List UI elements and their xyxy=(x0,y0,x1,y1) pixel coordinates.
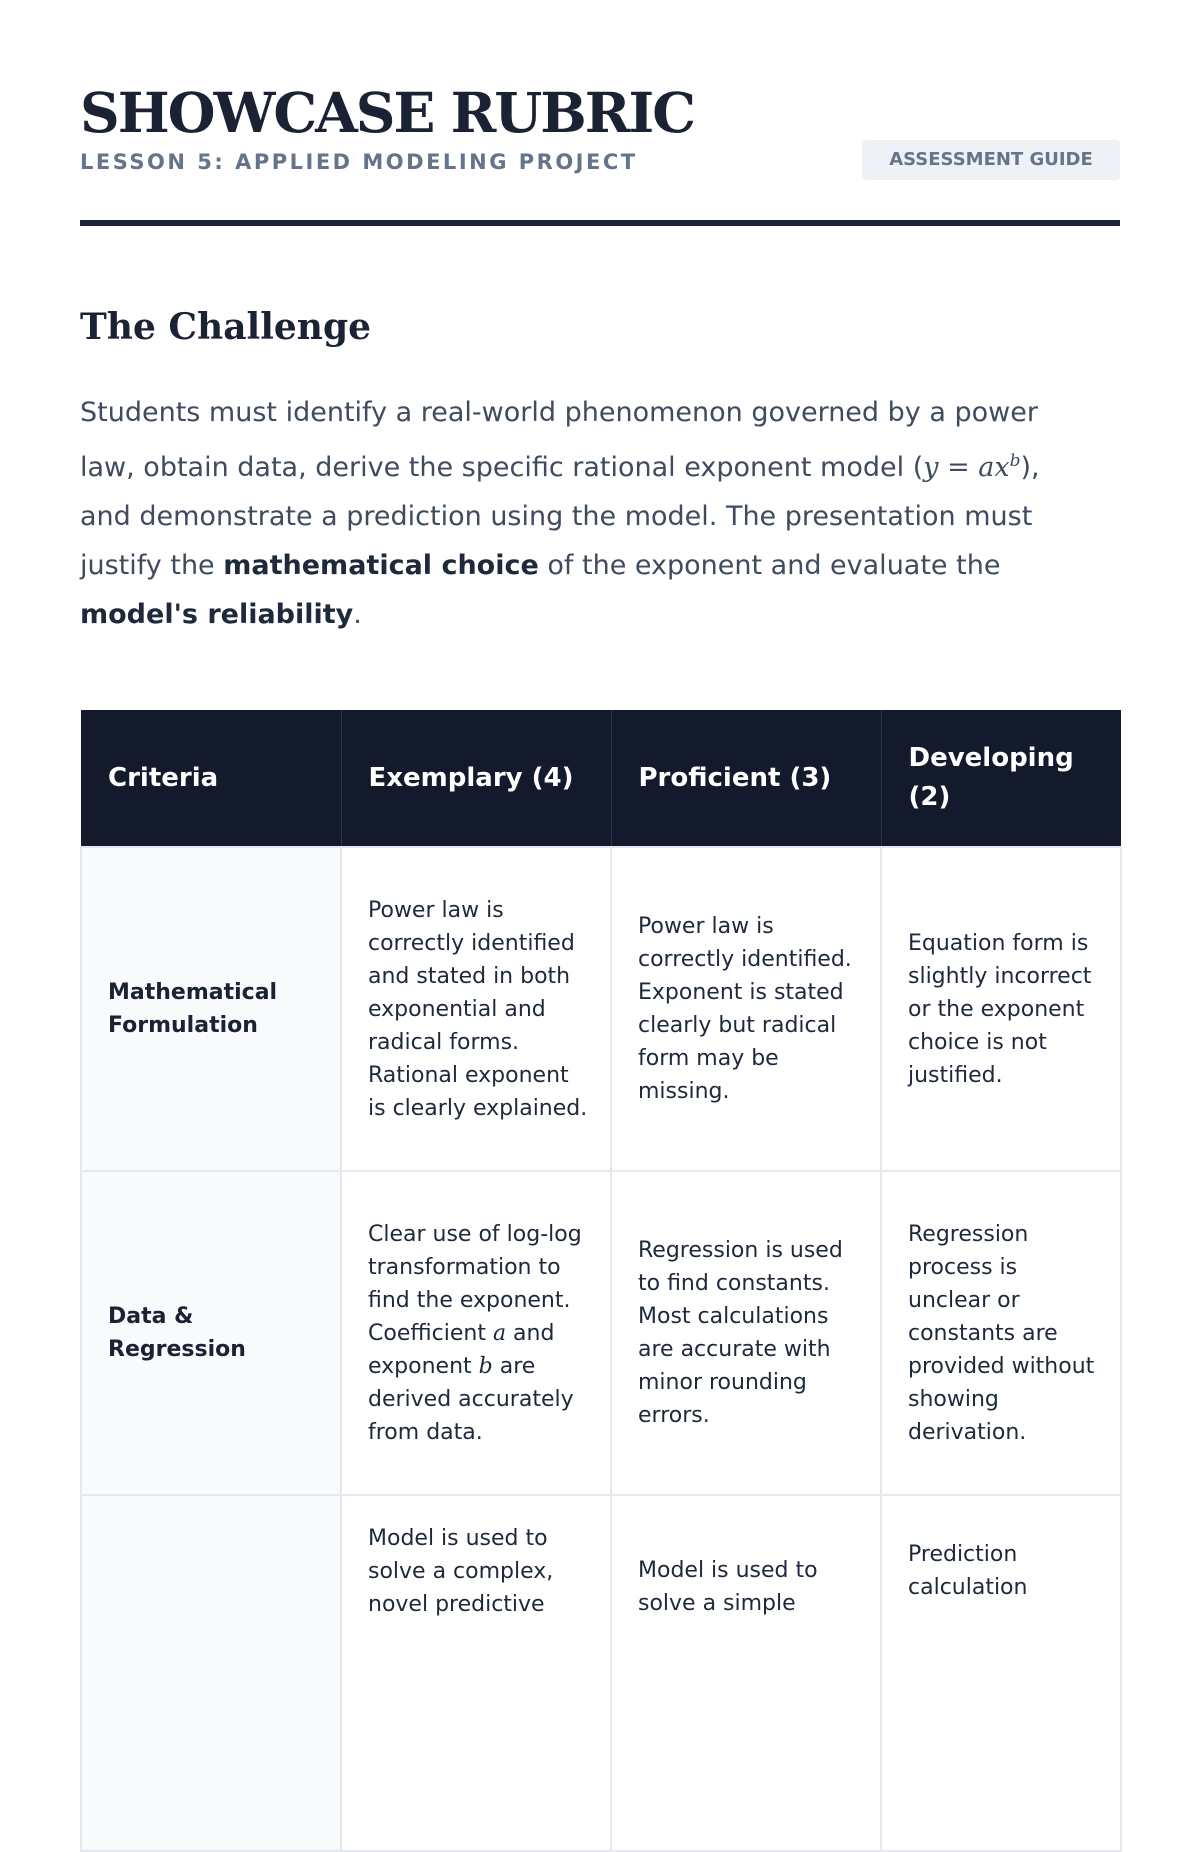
challenge-heading: The Challenge xyxy=(80,306,372,348)
page-subtitle: LESSON 5: APPLIED MODELING PROJECT xyxy=(80,150,638,174)
formula-base: y = ax xyxy=(923,452,1010,483)
challenge-text-3: of the exponent and evaluate the xyxy=(538,550,1001,581)
developing-cell: Equation form is slightly incorrect or the exponent choice is not justified. xyxy=(881,847,1121,1171)
challenge-bold-2: model's reliability xyxy=(80,599,354,630)
rubric-table xyxy=(80,710,1122,1852)
challenge-text-4: . xyxy=(353,599,362,630)
developing-cell: Regression process is unclear or constants are provided without showing derivation. xyxy=(881,1171,1121,1495)
exemplary-cell: Power law is correctly identified and stated in both exponential and radical forms. Rational exponent is clearly explained. xyxy=(341,847,611,1171)
rubric-page xyxy=(80,0,1120,1617)
challenge-text-2: ), and demonstrate a prediction using the model. The presentation must justify the xyxy=(80,452,1040,581)
table-row xyxy=(81,847,1121,1171)
table-row xyxy=(81,1171,1121,1495)
proficient-cell: Model is used to solve a simple xyxy=(611,1495,881,1851)
criteria-cell: Mathematical Formulation xyxy=(81,847,341,1171)
criteria-cell: Data & Regression xyxy=(81,1171,341,1495)
formula-exponent: b xyxy=(1009,451,1021,471)
rubric-header-row xyxy=(81,710,1121,847)
developing-cell: Prediction calculation xyxy=(881,1495,1121,1851)
exemplary-cell xyxy=(341,1171,611,1495)
page-title: SHOWCASE RUBRIC xyxy=(80,80,694,145)
header-developing: Developing (2) xyxy=(881,710,1121,847)
proficient-cell: Regression is used to find constants. Most calculations are accurate with minor rounding errors. xyxy=(611,1171,881,1495)
exemplary-cell: Model is used to solve a complex, novel predictive xyxy=(341,1495,611,1851)
power-law-formula xyxy=(923,452,1020,483)
proficient-cell: Power law is correctly identified. Exponent is stated clearly but radical form may be missing. xyxy=(611,847,881,1171)
challenge-text-1: Students must identify a real-world phenomenon governed by a power law, obtain data, derive the specific rational exponent model ( xyxy=(80,397,1038,483)
criteria-cell xyxy=(81,1495,341,1851)
page-header xyxy=(80,0,1120,228)
exemplary-text-c: are derived accurately from data. xyxy=(368,1353,574,1445)
exemplary-text-a: Clear use of log-log transformation to find the exponent. Coefficient xyxy=(368,1221,582,1346)
header-criteria: Criteria xyxy=(81,710,341,847)
header-divider xyxy=(80,220,1120,226)
header-proficient: Proficient (3) xyxy=(611,710,881,847)
header-exemplary: Exemplary (4) xyxy=(341,710,611,847)
challenge-description xyxy=(80,388,1090,639)
assessment-guide-badge: ASSESSMENT GUIDE xyxy=(862,140,1120,180)
exemplary-text-b: and exponent xyxy=(368,1320,555,1379)
table-row xyxy=(81,1495,1121,1851)
challenge-bold-1: mathematical choice xyxy=(223,550,539,581)
variable-b: b xyxy=(478,1353,493,1379)
variable-a: a xyxy=(492,1320,507,1346)
